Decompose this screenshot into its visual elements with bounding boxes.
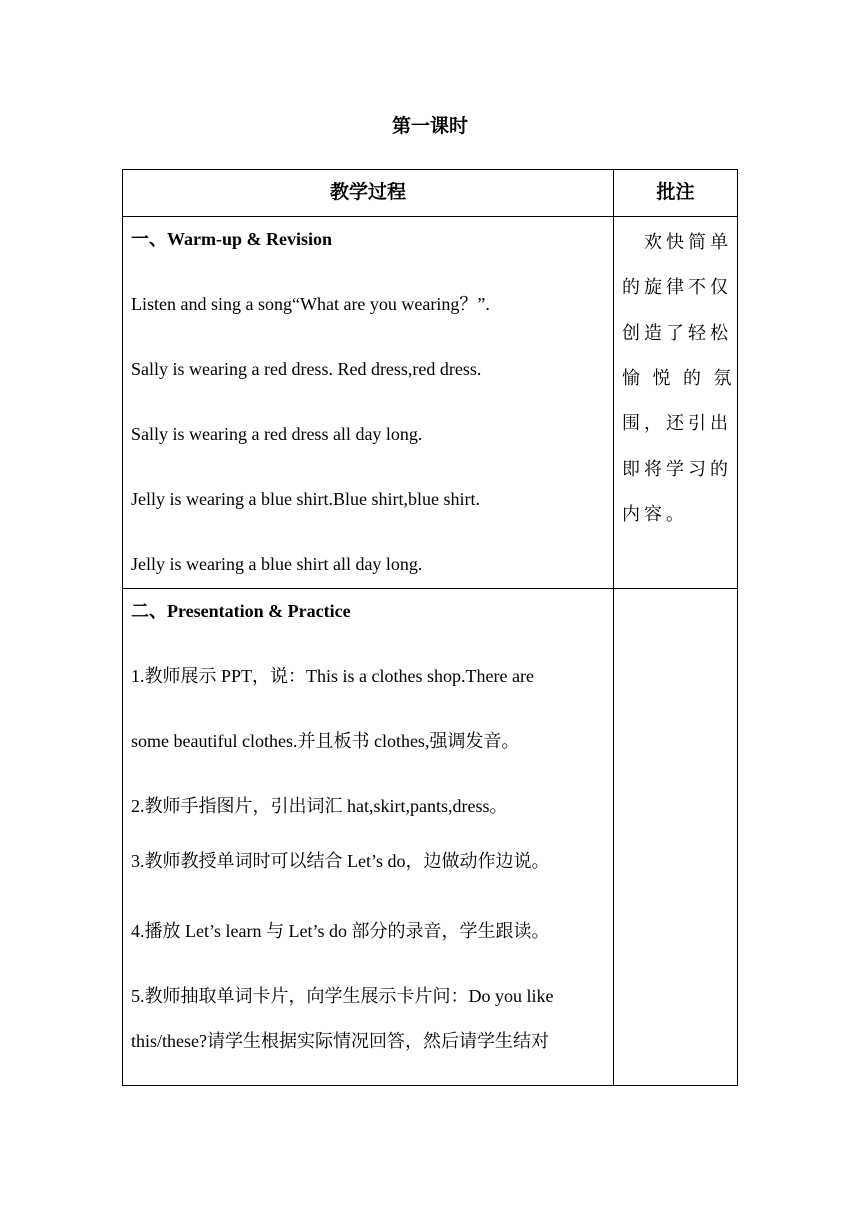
page-title: 第一课时 — [391, 116, 468, 137]
header-row-divider — [123, 216, 737, 217]
text-line: 2.教师手指图片，引出词汇 hat,skirt,pants,dress。 — [131, 796, 508, 816]
text-line: Sally is wearing a red dress all day long. — [131, 424, 423, 444]
text-line: Jelly is wearing a blue shirt all day long. — [131, 554, 423, 574]
section-heading: 二、Presentation & Practice — [131, 601, 351, 621]
section-row-divider — [123, 588, 737, 589]
text-line: 4.播放 Let’s learn 与 Let’s do 部分的录音，学生跟读。 — [131, 921, 550, 941]
note-line: 创造了轻松 — [622, 323, 732, 343]
text-line: some beautiful clothes.并且板书 clothes,强调发音。 — [131, 731, 520, 751]
note-line: 围，还引出 — [622, 413, 732, 433]
note-line: 的旋律不仅 — [622, 277, 732, 297]
text-line: Sally is wearing a red dress. Red dress,red dress. — [131, 359, 482, 379]
note-line: 内容。 — [622, 504, 688, 524]
section-warmup — [131, 228, 611, 578]
note-line: 愉 悦 的 氛 — [622, 368, 736, 388]
header-process: 教学过程 — [329, 182, 406, 203]
note-line: 即将学习的 — [622, 459, 732, 479]
column-divider — [613, 170, 614, 1085]
note-line: 欢快简单 — [622, 232, 732, 252]
text-line: this/these?请学生根据实际情况回答，然后请学生结对 — [131, 1031, 549, 1051]
header-note: 批注 — [656, 182, 695, 203]
text-line: 5.教师抽取单词卡片，向学生展示卡片问：Do you like — [131, 986, 554, 1006]
lesson-table — [122, 169, 738, 1086]
text-line: Jelly is wearing a blue shirt.Blue shirt,blue shirt. — [131, 489, 480, 509]
text-line: 3.教师教授单词时可以结合 Let’s do，边做动作边说。 — [131, 851, 550, 871]
text-line: Listen and sing a song“What are you wearing？”. — [131, 294, 490, 314]
section-presentation — [131, 600, 611, 1080]
section-heading: 一、Warm-up & Revision — [131, 229, 333, 249]
text-line: 1.教师展示 PPT，说：This is a clothes shop.There are — [131, 666, 534, 686]
